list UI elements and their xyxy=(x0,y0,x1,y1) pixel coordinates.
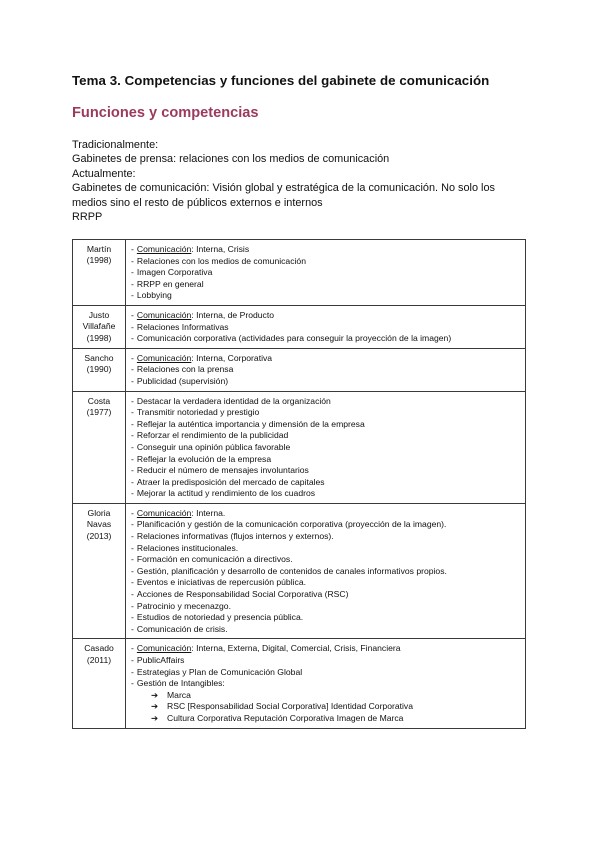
competency-item xyxy=(131,601,520,613)
dash-marker: - xyxy=(131,678,134,689)
author-line: (1998) xyxy=(86,332,112,343)
competency-item xyxy=(131,667,520,679)
author-line: Villafañe xyxy=(82,321,116,332)
item-text: Reflejar la auténtica importancia y dimensión de la empresa xyxy=(136,418,365,429)
item-text: Gestión, planificación y desarrollo de contenidos de canales informativos propios. xyxy=(136,565,447,576)
author-line: (1998) xyxy=(86,255,112,266)
section-title: Funciones y competencias xyxy=(72,105,259,121)
author-cell xyxy=(73,391,126,503)
competency-item xyxy=(131,279,520,291)
dash-marker: - xyxy=(131,666,134,677)
author-line: (2011) xyxy=(86,654,112,665)
competency-item xyxy=(131,376,520,388)
sub-item xyxy=(151,713,520,725)
competencies-cell xyxy=(126,391,526,503)
sub-item-text: Marca xyxy=(167,689,191,700)
dash-marker: - xyxy=(131,465,134,476)
dash-marker: - xyxy=(131,352,134,363)
item-text: Estrategias y Plan de Comunicación Global xyxy=(136,666,303,677)
item-text: Relaciones Informativas xyxy=(136,321,229,332)
author-cell xyxy=(73,503,126,639)
competency-item xyxy=(131,543,520,555)
table-row xyxy=(73,391,526,503)
dash-marker: - xyxy=(131,655,134,665)
author-line: (2013) xyxy=(86,530,112,541)
arrow-icon: ➔ xyxy=(151,712,159,723)
arrow-icon: ➔ xyxy=(151,689,159,700)
item-text: Lobbying xyxy=(136,290,172,301)
competency-item xyxy=(131,531,520,543)
underlined-term: Comunicación xyxy=(136,643,192,654)
item-text: Relaciones con los medios de comunicación xyxy=(136,255,306,266)
competencies-table-body xyxy=(73,240,526,729)
item-text: PublicAffairs xyxy=(136,655,185,665)
competency-item xyxy=(131,353,520,365)
author-line: (1990) xyxy=(86,364,112,375)
competency-item xyxy=(131,477,520,489)
sub-item-text: Cultura Corporativa Reputación Corporativa Imagen de Marca xyxy=(167,712,404,723)
competencies-cell xyxy=(126,348,526,391)
competency-list xyxy=(131,508,520,636)
dash-marker: - xyxy=(131,430,134,441)
item-text: Relaciones con la prensa xyxy=(136,364,234,375)
item-text: : Interna, Externa, Digital, Comercial, Crisis, Financiera xyxy=(191,643,401,654)
dash-marker: - xyxy=(131,488,134,499)
dash-marker: - xyxy=(131,375,134,386)
competency-item xyxy=(131,267,520,279)
item-text: Eventos e iniciativas de repercusión pública. xyxy=(136,577,306,588)
competency-item xyxy=(131,396,520,408)
item-text: Acciones de Responsabilidad Social Corporativa (RSC) xyxy=(136,589,349,600)
item-text: : Interna, de Producto xyxy=(191,309,274,320)
item-text: Estudios de notoriedad y presencia pública. xyxy=(136,612,304,623)
competency-item xyxy=(131,256,520,268)
dash-marker: - xyxy=(131,309,134,320)
author-cell xyxy=(73,348,126,391)
competency-list xyxy=(131,310,520,345)
author-line: Martín xyxy=(86,244,112,254)
competency-item xyxy=(131,566,520,578)
item-text: Imagen Corporativa xyxy=(136,267,213,278)
competency-item xyxy=(131,624,520,636)
dash-marker: - xyxy=(131,542,134,553)
intro-line: Gabinetes de comunicación: Visión global y estratégica de la comunicación. No solo los medios sino el resto de públicos externos e internos xyxy=(72,182,495,209)
item-text: Reforzar el rendimiento de la publicidad xyxy=(136,430,289,441)
author-line: Navas xyxy=(86,519,112,530)
sub-list xyxy=(131,690,520,725)
table-row xyxy=(73,639,526,728)
dash-marker: - xyxy=(131,643,134,654)
dash-marker: - xyxy=(131,321,134,332)
author-line: (1977) xyxy=(86,406,112,417)
sub-item xyxy=(151,701,520,713)
competency-item xyxy=(131,430,520,442)
document-title: Tema 3. Competencias y funciones del gabinete de comunicación xyxy=(72,73,490,88)
competency-item xyxy=(131,589,520,601)
competencies-cell xyxy=(126,503,526,639)
competency-list xyxy=(131,244,520,302)
sub-item-text: RSC [Responsabilidad Social Corporativa] Identidad Corporativa xyxy=(167,701,414,712)
dash-marker: - xyxy=(131,589,134,600)
author-line: Gloria xyxy=(87,507,111,518)
intro-line: Gabinetes de prensa: relaciones con los medios de comunicación xyxy=(72,153,390,166)
dash-marker: - xyxy=(131,395,134,406)
item-text: Transmitir notoriedad y prestigio xyxy=(136,407,260,418)
table-row xyxy=(73,348,526,391)
competency-item xyxy=(131,419,520,431)
dash-marker: - xyxy=(131,244,134,254)
item-text: Mejorar la actitud y rendimiento de los cuadros xyxy=(136,488,316,499)
author-line: Costa xyxy=(87,395,111,406)
competency-list xyxy=(131,643,520,689)
dash-marker: - xyxy=(131,364,134,375)
competency-item xyxy=(131,508,520,520)
item-text: : Interna. xyxy=(191,507,226,518)
competency-item xyxy=(131,407,520,419)
dash-marker: - xyxy=(131,407,134,418)
arrow-icon: ➔ xyxy=(151,701,159,712)
author-line: Sancho xyxy=(84,352,114,363)
author-cell xyxy=(73,240,126,306)
competency-item xyxy=(131,244,520,256)
author-cell xyxy=(73,639,126,728)
author-line: Justo xyxy=(88,309,110,320)
dash-marker: - xyxy=(131,531,134,542)
item-text: Planificación y gestión de la comunicación corporativa (proyección de la imagen). xyxy=(136,519,447,530)
dash-marker: - xyxy=(131,577,134,588)
underlined-term: Comunicación xyxy=(136,352,192,363)
table-row xyxy=(73,305,526,348)
item-text: Reducir el número de mensajes involuntarios xyxy=(136,465,309,476)
item-text: Destacar la verdadera identidad de la organización xyxy=(136,395,331,406)
dash-marker: - xyxy=(131,565,134,576)
dash-marker: - xyxy=(131,267,134,278)
table-row xyxy=(73,503,526,639)
dash-marker: - xyxy=(131,507,134,518)
dash-marker: - xyxy=(131,554,134,565)
competencies-cell xyxy=(126,240,526,306)
dash-marker: - xyxy=(131,623,134,634)
dash-marker: - xyxy=(131,278,134,289)
competency-item xyxy=(131,364,520,376)
competencies-cell xyxy=(126,305,526,348)
item-text: Reflejar la evolución de la empresa xyxy=(136,453,272,464)
competency-item xyxy=(131,454,520,466)
competencies-cell xyxy=(126,639,526,728)
item-text: Conseguir una opinión pública favorable xyxy=(136,441,291,452)
dash-marker: - xyxy=(131,255,134,266)
item-text: Formación en comunicación a directivos. xyxy=(136,554,293,565)
dash-marker: - xyxy=(131,441,134,452)
underlined-term: Comunicación xyxy=(136,309,192,320)
dash-marker: - xyxy=(131,519,134,530)
item-text: Patrocinio y mecenazgo. xyxy=(136,600,231,611)
author-cell xyxy=(73,305,126,348)
competency-item xyxy=(131,333,520,345)
item-text: : Interna, Crisis xyxy=(191,244,250,254)
competency-item xyxy=(131,655,520,667)
underlined-term: Comunicación xyxy=(136,244,192,254)
sub-item xyxy=(151,690,520,702)
dash-marker: - xyxy=(131,600,134,611)
dash-marker: - xyxy=(131,612,134,623)
competency-item xyxy=(131,442,520,454)
item-text: Comunicación corporativa (actividades para conseguir la proyección de la imagen) xyxy=(136,333,452,344)
dash-marker: - xyxy=(131,333,134,344)
competency-item xyxy=(131,322,520,334)
dash-marker: - xyxy=(131,290,134,301)
competency-item xyxy=(131,290,520,302)
dash-marker: - xyxy=(131,476,134,487)
intro-line: RRPP xyxy=(72,211,103,224)
item-text: Atraer la predisposición del mercado de capitales xyxy=(136,476,325,487)
competency-list xyxy=(131,353,520,388)
competency-item xyxy=(131,488,520,500)
item-text: Relaciones informativas (flujos internos y externos). xyxy=(136,531,334,542)
intro-line: Actualmente: xyxy=(72,167,136,180)
item-text: Publicidad (supervisión) xyxy=(136,375,229,386)
competency-item xyxy=(131,577,520,589)
item-text: Relaciones institucionales. xyxy=(136,542,239,553)
competency-item xyxy=(131,643,520,655)
dash-marker: - xyxy=(131,453,134,464)
competency-list xyxy=(131,396,520,500)
author-line: Casado xyxy=(84,643,114,654)
item-text: : Interna, Corporativa xyxy=(191,352,273,363)
table-row xyxy=(73,240,526,306)
intro-line: Tradicionalmente: xyxy=(72,139,159,151)
item-text: RRPP en general xyxy=(136,278,204,289)
competencies-table xyxy=(72,239,526,729)
competency-item xyxy=(131,310,520,322)
intro-text xyxy=(72,138,532,224)
competency-item xyxy=(131,678,520,690)
underlined-term: Comunicación xyxy=(136,507,192,518)
competency-item xyxy=(131,554,520,566)
competency-item xyxy=(131,612,520,624)
competency-item xyxy=(131,519,520,531)
item-text: Comunicación de crisis. xyxy=(136,623,228,634)
competency-item xyxy=(131,465,520,477)
item-text: Gestión de Intangibles: xyxy=(136,678,225,689)
dash-marker: - xyxy=(131,418,134,429)
